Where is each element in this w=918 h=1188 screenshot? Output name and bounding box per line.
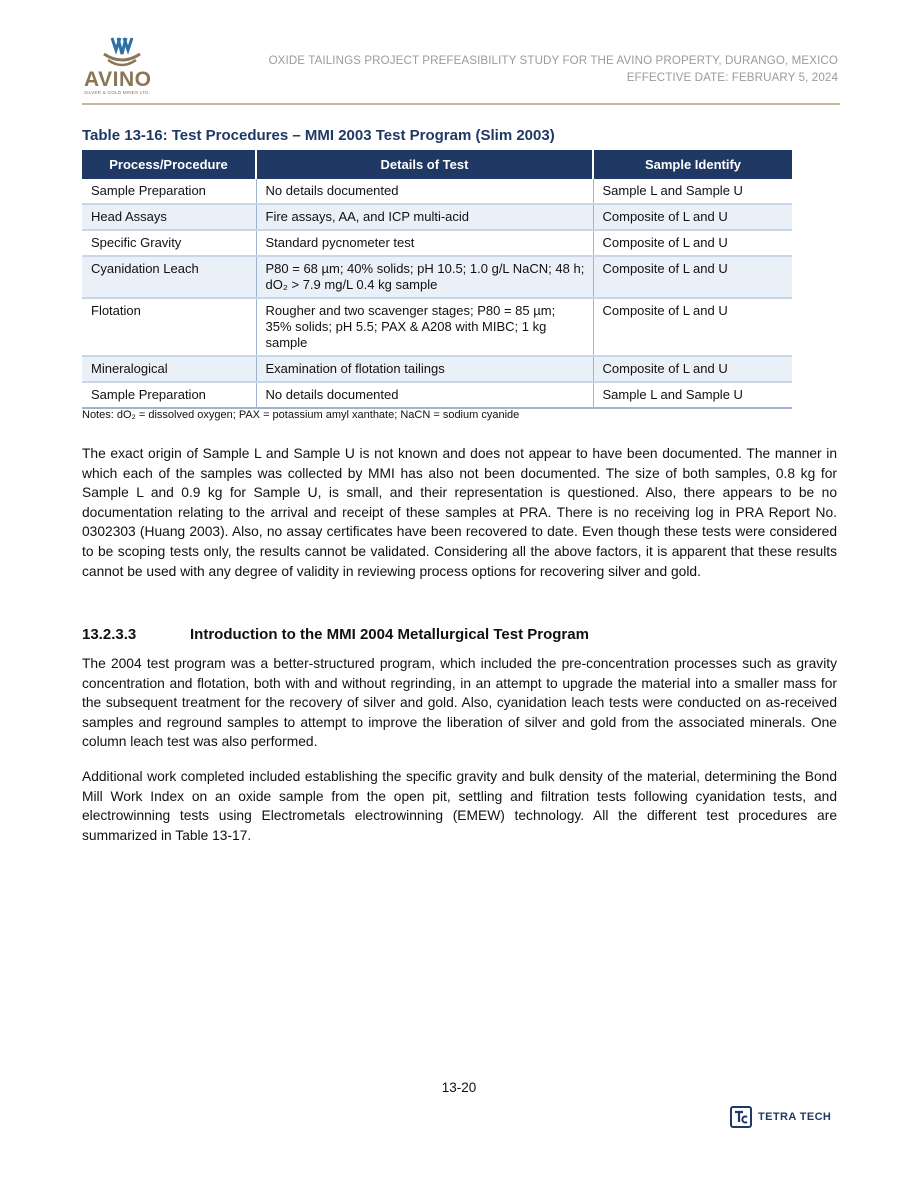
table-cell: Composite of L and U bbox=[593, 256, 792, 298]
table-row bbox=[82, 179, 792, 204]
table-row bbox=[82, 356, 792, 382]
column-header: Details of Test bbox=[256, 150, 593, 179]
paragraph-sample-origin: The exact origin of Sample L and Sample U is not known and does not appear to have been documented. The manner in which each of the samples was collected by MMI has also not been documented. The size of both samples, 0.8 kg for Sample L and 0.9 kg for Sample U, is small, and their representation is questioned. Also, there appears to be no documentation relating to the arrival and receipt of these samples at PRA. There is no receiving log in PRA Report No. 0302303 (Huang 2003). Also, no assay certificates have been recovered to date. Even though these tests were considered to be scoping tests only, the results cannot be validated. Considering all the above factors, it is apparent that these results cannot be used with any degree of validity in reviewing process options for recovering silver and gold. bbox=[82, 446, 837, 579]
table-cell: P80 = 68 µm; 40% solids; pH 10.5; 1.0 g/L NaCN; 48 h; dO₂ > 7.9 mg/L 0.4 kg sample bbox=[256, 256, 593, 298]
table-cell: Sample Preparation bbox=[82, 382, 256, 408]
table-row bbox=[82, 298, 792, 356]
section-heading bbox=[82, 626, 589, 643]
table-notes: Notes: dO₂ = dissolved oxygen; PAX = potassium amyl xanthate; NaCN = sodium cyanide bbox=[82, 409, 520, 421]
effective-date: EFFECTIVE DATE: FEBRUARY 5, 2024 bbox=[626, 71, 838, 84]
tetra-tech-icon bbox=[730, 1106, 752, 1128]
table-title: Table 13-16: Test Procedures – MMI 2003 Test Program (Slim 2003) bbox=[82, 127, 555, 144]
tetra-tech-logo bbox=[730, 1106, 831, 1128]
table-cell: Sample L and Sample U bbox=[593, 179, 792, 204]
column-header: Process/Procedure bbox=[82, 150, 256, 179]
table-cell: Standard pycnometer test bbox=[256, 230, 593, 256]
table-row bbox=[82, 204, 792, 230]
table-cell: No details documented bbox=[256, 382, 593, 408]
table-cell: Composite of L and U bbox=[593, 230, 792, 256]
report-title: OXIDE TAILINGS PROJECT PREFEASIBILITY STUDY FOR THE AVINO PROPERTY, DURANGO, MEXICO bbox=[268, 54, 838, 67]
table-cell: Specific Gravity bbox=[82, 230, 256, 256]
table-cell: Composite of L and U bbox=[593, 298, 792, 356]
table-cell: Composite of L and U bbox=[593, 356, 792, 382]
table-row bbox=[82, 230, 792, 256]
table-cell: Cyanidation Leach bbox=[82, 256, 256, 298]
table-cell: Flotation bbox=[82, 298, 256, 356]
table-cell: Composite of L and U bbox=[593, 204, 792, 230]
page-number: 13-20 bbox=[441, 1080, 477, 1095]
section-title: Introduction to the MMI 2004 Metallurgical Test Program bbox=[190, 626, 589, 643]
header-divider bbox=[82, 103, 840, 105]
logo-wordmark: AVINO bbox=[84, 68, 152, 91]
table-header-row bbox=[82, 150, 792, 179]
table-cell: Rougher and two scavenger stages; P80 = 85 µm; 35% solids; pH 5.5; PAX & A208 with MIBC; 1 kg sample bbox=[256, 298, 593, 356]
paragraph-2004-program: The 2004 test program was a better-structured program, which included the pre-concentration processes such as gravity concentration and flotation, both with and without regrinding, in an attempt to upgrade the material into a smaller mass for the subsequent treatment for the recovery of silver and gold. Also, cyanidation leach tests were conducted on as-received samples and reground samples to attempt to improve the liberation of silver and gold from the associated minerals. One column leach test was also performed. bbox=[82, 656, 837, 750]
test-procedures-table bbox=[82, 150, 792, 409]
table-cell: Sample L and Sample U bbox=[593, 382, 792, 408]
paragraph-additional-work: Additional work completed included establishing the specific gravity and bulk density of the material, determining the Bond Mill Work Index on an oxide sample from the open pit, settling and filtration tests following cyanidation tests, and electrowinning tests using Electrometals electrowinning (EMEW) technology. All the different test procedures are summarized in Table 13-17. bbox=[82, 769, 837, 843]
table-cell: Examination of flotation tailings bbox=[256, 356, 593, 382]
column-header: Sample Identify bbox=[593, 150, 792, 179]
table-cell: Mineralogical bbox=[82, 356, 256, 382]
table-cell: Head Assays bbox=[82, 204, 256, 230]
section-number: 13.2.3.3 bbox=[82, 626, 137, 643]
tetra-tech-wordmark: TETRA TECH bbox=[758, 1111, 832, 1123]
table-cell: No details documented bbox=[256, 179, 593, 204]
logo-subtitle: SILVER & GOLD MINES LTD. bbox=[84, 90, 151, 95]
table-cell: Sample Preparation bbox=[82, 179, 256, 204]
table-row bbox=[82, 382, 792, 408]
table-cell: Fire assays, AA, and ICP multi-acid bbox=[256, 204, 593, 230]
table-row bbox=[82, 256, 792, 298]
